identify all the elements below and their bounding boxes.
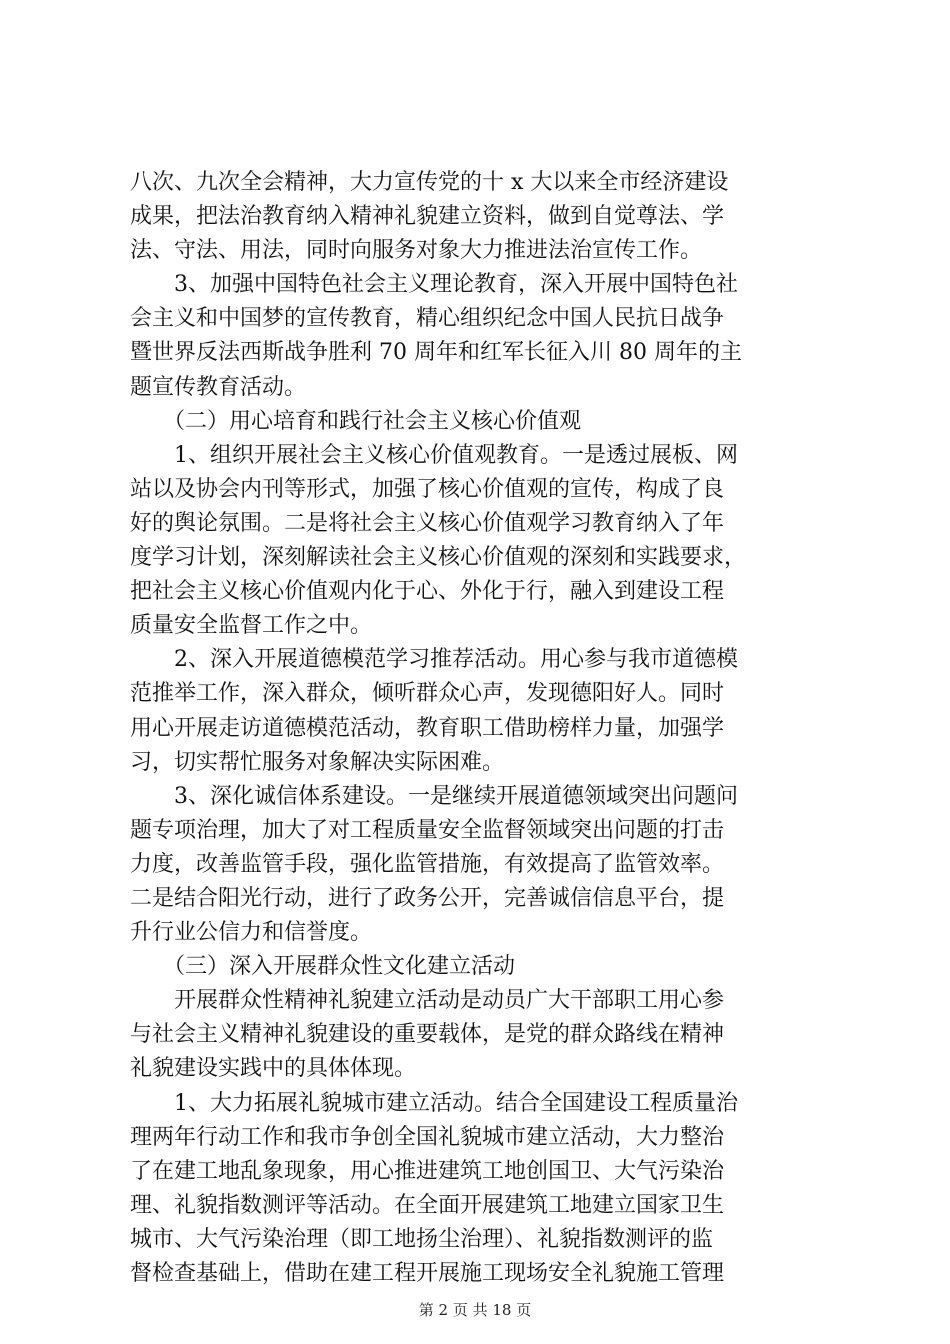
section-heading: （三）深入开展群众性文化建立活动 (130, 954, 516, 980)
text-line: 站以及协会内刊等形式，加强了核心价值观的宣传，构成了良 (130, 476, 725, 502)
text-line: 好的舆论氛围。二是将社会主义核心价值观学习教育纳入了年 (130, 510, 725, 536)
text-line: 范推举工作，深入群众，倾听群众心声，发现德阳好人。同时 (130, 681, 725, 707)
text-line: 1、组织开展社会主义核心价值观教育。一是透过展板、网 (130, 442, 738, 468)
text-line: 2、深入开展道德模范学习推荐活动。用心参与我市道德模 (130, 647, 738, 673)
text-line: 法、守法、用法，同时向服务对象大力推进法治宣传工作。 (130, 238, 703, 264)
text-line: 理、礼貌指数测评等活动。在全面开展建筑工地建立国家卫生 (130, 1192, 725, 1218)
text-line: 二是结合阳光行动，进行了政务公开，完善诚信信息平台，提 (130, 885, 725, 911)
text-line: 成果，把法治教育纳入精神礼貌建立资料，做到自觉尊法、学 (130, 204, 725, 230)
text-line: 了在建工地乱象现象，用心推进建筑工地创国卫、大气污染治 (130, 1158, 725, 1184)
page-number-footer: 第 2 页 共 18 页 (418, 1301, 532, 1319)
text-line: 度学习计划，深刻解读社会主义核心价值观的深刻和实践要求， (130, 545, 747, 571)
text-line: 把社会主义核心价值观内化于心、外化于行，融入到建设工程 (130, 579, 725, 605)
text-line: 力度，改善监管手段，强化监管措施，有效提高了监管效率。 (130, 851, 725, 877)
text-line: 题宣传教育活动。 (130, 374, 307, 400)
text-line: 升行业公信力和信誉度。 (130, 920, 373, 946)
text-line: 与社会主义精神礼貌建设的重要载体，是党的群众路线在精神 (130, 1022, 725, 1048)
text-line: 督检查基础上，借助在建工程开展施工现场安全礼貌施工管理 (130, 1261, 725, 1286)
text-line: 质量安全监督工作之中。 (130, 613, 373, 639)
text-line: 暨世界反法西斯战争胜利 70 周年和红军长征入川 80 周年的主 (130, 340, 742, 366)
text-line: 理两年行动工作和我市争创全国礼貌城市建立活动，大力整治 (130, 1124, 725, 1150)
document-body (130, 166, 830, 1291)
text-line: 1、大力拓展礼貌城市建立活动。结合全国建设工程质量治 (130, 1090, 738, 1116)
text-line: 题专项治理，加大了对工程质量安全监督领域突出问题的打击 (130, 817, 725, 843)
text-line: 城市、大气污染治理（即工地扬尘治理）、礼貌指数测评的监 (130, 1226, 714, 1252)
text-line: 会主义和中国梦的宣传教育，精心组织纪念中国人民抗日战争 (130, 306, 725, 332)
text-line: 开展群众性精神礼貌建立活动是动员广大干部职工用心参 (130, 988, 725, 1014)
text-line: 3、加强中国特色社会主义理论教育，深入开展中国特色社 (130, 272, 738, 298)
text-line: 用心开展走访道德模范活动，教育职工借助榜样力量，加强学 (130, 715, 725, 741)
text-line: 八次、九次全会精神，大力宣传党的十 x 大以来全市经济建设 (130, 170, 729, 195)
text-line: 礼貌建设实践中的具体体现。 (130, 1056, 417, 1082)
text-line: 3、深化诚信体系建设。一是继续开展道德领域突出问题问 (130, 783, 738, 809)
text-line: 习，切实帮忙服务对象解决实际困难。 (130, 749, 505, 775)
section-heading: （二）用心培育和践行社会主义核心价值观 (130, 408, 582, 434)
